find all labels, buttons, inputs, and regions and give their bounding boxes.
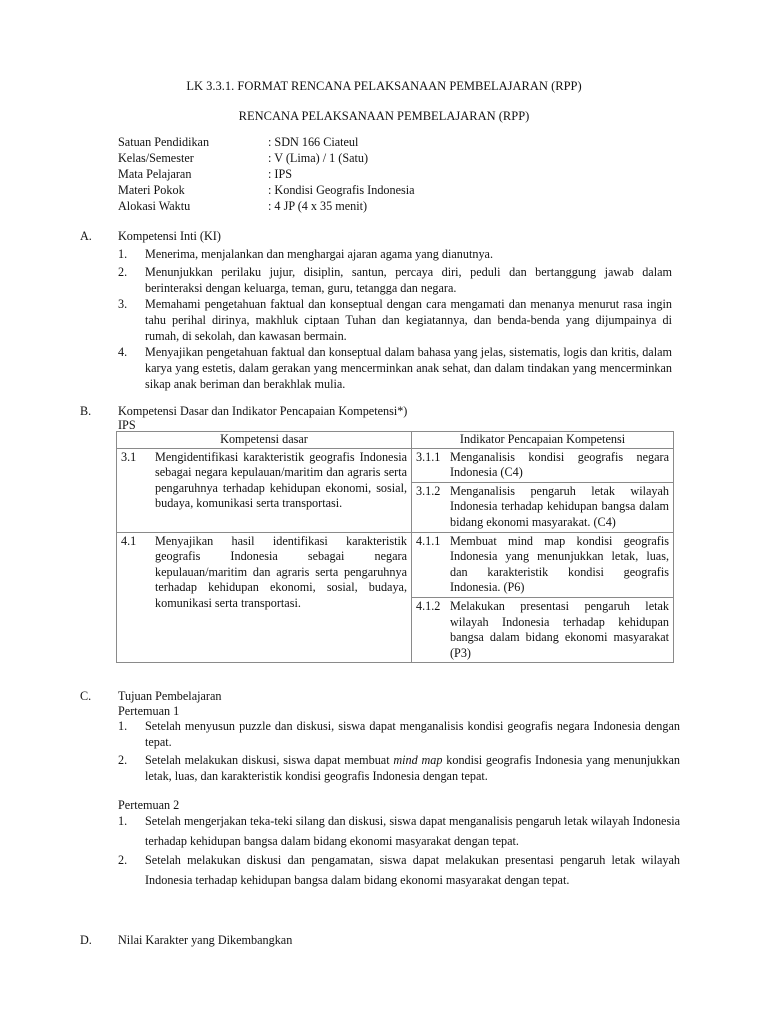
section-title: Nilai Karakter yang Dikembangkan	[118, 933, 293, 947]
list-item	[118, 344, 672, 392]
kd-entry	[121, 450, 407, 512]
ipk-number: 4.1.1	[416, 533, 441, 548]
kd-number: 3.1	[121, 449, 137, 464]
ipk-entry	[416, 599, 669, 661]
list-number: 2.	[118, 265, 128, 279]
ipk-text: Menganalisis pengaruh letak wilayah Indonesia terhadap kehidupan bangsa dalam bidang ekonomi masyarakat. (C4)	[450, 483, 669, 529]
section-letter: D.	[80, 933, 92, 947]
column-header: Indikator Pencapaian Kompetensi	[412, 432, 674, 449]
meeting-2-label: Pertemuan 2	[118, 798, 180, 812]
list-text-emphasis: mind map	[393, 753, 443, 767]
list-item	[118, 752, 680, 784]
ki-list	[118, 246, 672, 392]
kd-text: Mengidentifikasi karakteristik geografis Indonesia sebagai negara kepulauan/maritim dan agraris serta pengaruhnya terhadap kehidupan ekonomi, sosial, budaya, komunikasi serta transportasi.	[155, 449, 407, 511]
section-letter: A.	[80, 229, 92, 243]
identity-key: Mata Pelajaran	[118, 167, 192, 181]
identity-row	[118, 134, 678, 150]
list-number: 1.	[118, 719, 128, 733]
list-text-part: kondisi geografis Indonesia yang menunjukkan letak, luas, dan karakteristik kondisi geografis Indonesia dengan tepat.	[145, 753, 680, 783]
kd-cell	[117, 448, 412, 532]
identity-value: : V (Lima) / 1 (Satu)	[268, 151, 369, 165]
list-text: Memahami pengetahuan faktual dan konseptual dengan cara mengamati dan menanya menurut rasa ingin tahu perihal dirinya, makhluk ciptaan Tuhan dan kegiatannya, dan benda-benda yang dijumpainya di rumah, di sekolah, dan kawasan bermain.	[145, 297, 672, 343]
list-number: 2.	[118, 753, 128, 767]
list-text	[118, 752, 680, 784]
section-a-heading	[80, 228, 221, 244]
ipk-entry	[416, 534, 669, 596]
table-header-row	[117, 432, 674, 449]
ipk-number: 4.1.2	[416, 598, 441, 613]
document-title: LK 3.3.1. FORMAT RENCANA PELAKSANAAN PEMBELAJARAN (RPP)	[186, 79, 582, 93]
section-letter: B.	[80, 404, 92, 418]
ipk-number: 3.1.1	[416, 449, 441, 464]
ipk-cell	[412, 597, 674, 662]
ipk-text: Melakukan presentasi pengaruh letak wilayah Indonesia terhadap kehidupan bangsa dalam bidang ekonomi masyarakat (P3)	[450, 598, 669, 660]
kd-entry	[121, 534, 407, 612]
meeting-1-list	[118, 718, 680, 784]
column-header: Kompetensi dasar	[117, 432, 412, 449]
list-text-part: Setelah melakukan diskusi, siswa dapat membuat	[145, 753, 394, 767]
list-number: 2.	[118, 853, 128, 867]
ipk-text: Membuat mind map kondisi geografis Indonesia yang menunjukkan letak, luas, dan karakteristik kondisi geografis Indonesia. (P6)	[450, 533, 669, 595]
section-letter: C.	[80, 689, 92, 703]
list-text: Setelah menyusun puzzle dan diskusi, siswa dapat menganalisis kondisi geografis negara Indonesia dengan tepat.	[145, 719, 680, 749]
list-item	[118, 246, 672, 262]
ipk-text: Menganalisis kondisi geografis negara Indonesia (C4)	[450, 449, 669, 480]
list-number: 1.	[118, 814, 128, 828]
identity-row	[118, 182, 678, 198]
list-item	[118, 812, 680, 851]
identity-block	[118, 134, 678, 214]
kd-cell	[117, 532, 412, 663]
list-item	[118, 718, 680, 750]
ipk-cell	[412, 482, 674, 532]
list-text: Menerima, menjalankan dan menghargai ajaran agama yang dianutnya.	[145, 247, 493, 261]
identity-key: Materi Pokok	[118, 183, 185, 197]
section-c-heading	[80, 688, 221, 704]
ipk-cell	[412, 532, 674, 597]
list-number: 3.	[118, 297, 128, 311]
identity-key: Kelas/Semester	[118, 151, 194, 165]
identity-row	[118, 198, 678, 214]
list-text: Setelah melakukan diskusi dan pengamatan, siswa dapat melakukan presentasi pengaruh letak wilayah Indonesia terhadap kehidupan bangsa dalam bidang ekonomi masyarakat dengan tepat.	[145, 853, 680, 887]
kd-text: Menyajikan hasil identifikasi karakteristik geografis Indonesia sebagai negara kepulauan/maritim dan agraris serta pengaruhnya terhadap kehidupan ekonomi, sosial, budaya, komunikasi serta transportasi.	[155, 533, 407, 610]
list-text: Setelah mengerjakan teka-teki silang dan diskusi, siswa dapat menganalisis pengaruh letak wilayah Indonesia terhadap kehidupan bangsa dalam bidang ekonomi masyarakat dengan tepat.	[145, 814, 680, 848]
meeting-2-list	[118, 812, 680, 890]
identity-value: : Kondisi Geografis Indonesia	[268, 183, 415, 197]
identity-key: Satuan Pendidikan	[118, 135, 210, 149]
ipk-number: 3.1.2	[416, 483, 441, 498]
document-subtitle: RENCANA PELAKSANAAN PEMBELAJARAN (RPP)	[238, 109, 530, 123]
ipk-entry	[416, 484, 669, 531]
list-text: Menyajikan pengetahuan faktual dan konseptual dalam bahasa yang jelas, sistematis, logis dan kritis, dalam karya yang estetis, dalam gerakan yang mencerminkan anak sehat, dan dalam tindakan yang mencerminkan sikap anak beriman dan berakhlak mulia.	[145, 345, 672, 391]
meeting-1-label: Pertemuan 1	[118, 704, 180, 718]
identity-value: : SDN 166 Ciateul	[268, 135, 359, 149]
ipk-entry	[416, 450, 669, 481]
competency-table	[116, 431, 674, 663]
table-row	[117, 532, 674, 597]
section-d-heading	[80, 932, 292, 948]
ipk-cell	[412, 448, 674, 482]
identity-row	[118, 150, 678, 166]
section-title: Kompetensi Inti (KI)	[118, 229, 221, 243]
identity-row	[118, 166, 678, 182]
section-title: Tujuan Pembelajaran	[118, 689, 222, 703]
list-number: 1.	[118, 247, 128, 261]
list-text: Menunjukkan perilaku jujur, disiplin, santun, percaya diri, peduli dan bertanggung jawab dalam berinteraksi dengan keluarga, teman, guru, tetangga dan negara.	[145, 265, 672, 295]
list-item	[118, 296, 672, 344]
identity-key: Alokasi Waktu	[118, 199, 191, 213]
identity-value: : IPS	[268, 167, 293, 181]
kd-number: 4.1	[121, 533, 137, 548]
subject-label: IPS	[118, 418, 136, 432]
list-number: 4.	[118, 345, 128, 359]
list-item	[118, 264, 672, 296]
section-title: Kompetensi Dasar dan Indikator Pencapaian Kompetensi*)	[118, 404, 408, 418]
list-item	[118, 851, 680, 890]
table-row	[117, 448, 674, 482]
identity-value: : 4 JP (4 x 35 menit)	[268, 199, 368, 213]
